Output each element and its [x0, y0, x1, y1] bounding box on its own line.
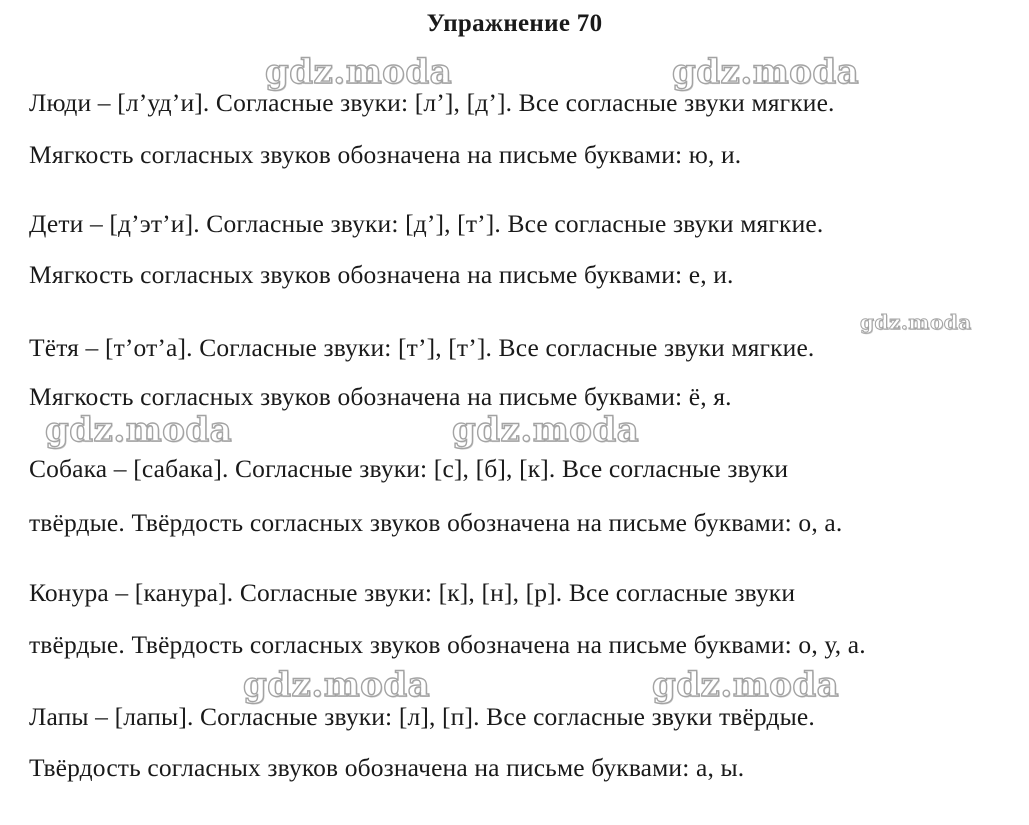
text-line: Мягкость согласных звуков обозначена на письме буквами: ё, я.: [29, 382, 732, 411]
watermark-logo: gdz.moda: [672, 52, 860, 92]
text-line: Люди – [л’уд’и]. Согласные звуки: [л’], [д’]. Все согласные звуки мягкие.: [29, 88, 835, 117]
text-line: твёрдые. Твёрдость согласных звуков обозначена на письме буквами: о, у, а.: [29, 630, 866, 659]
text-line: Дети – [д’эт’и]. Согласные звуки: [д’], [т’]. Все согласные звуки мягкие.: [29, 209, 824, 238]
text-line: Твёрдость согласных звуков обозначена на письме буквами: а, ы.: [29, 753, 745, 782]
text-line: Тётя – [т’от’а]. Согласные звуки: [т’], [т’]. Все согласные звуки мягкие.: [29, 333, 815, 362]
watermark-logo: gdz.moda: [265, 52, 453, 92]
exercise-title: Упражнение 70: [426, 10, 603, 37]
text-line: твёрдые. Твёрдость согласных звуков обозначена на письме буквами: о, а.: [29, 508, 843, 537]
watermark-logo: gdz.moda: [45, 410, 233, 450]
watermark-logo: gdz.moda: [652, 665, 840, 705]
watermark-logo: gdz.moda: [860, 310, 972, 334]
text-line: Конура – [канура]. Согласные звуки: [к], [н], [р]. Все согласные звуки: [29, 578, 796, 607]
watermark-logo: gdz.moda: [243, 665, 431, 705]
text-line: Мягкость согласных звуков обозначена на письме буквами: е, и.: [29, 260, 734, 289]
text-line: Лапы – [лапы]. Согласные звуки: [л], [п]. Все согласные звуки твёрдые.: [29, 702, 815, 731]
text-line: Собака – [сабака]. Согласные звуки: [с], [б], [к]. Все согласные звуки: [29, 454, 789, 483]
text-line: Мягкость согласных звуков обозначена на письме буквами: ю, и.: [29, 140, 742, 169]
watermark-logo: gdz.moda: [452, 410, 640, 450]
